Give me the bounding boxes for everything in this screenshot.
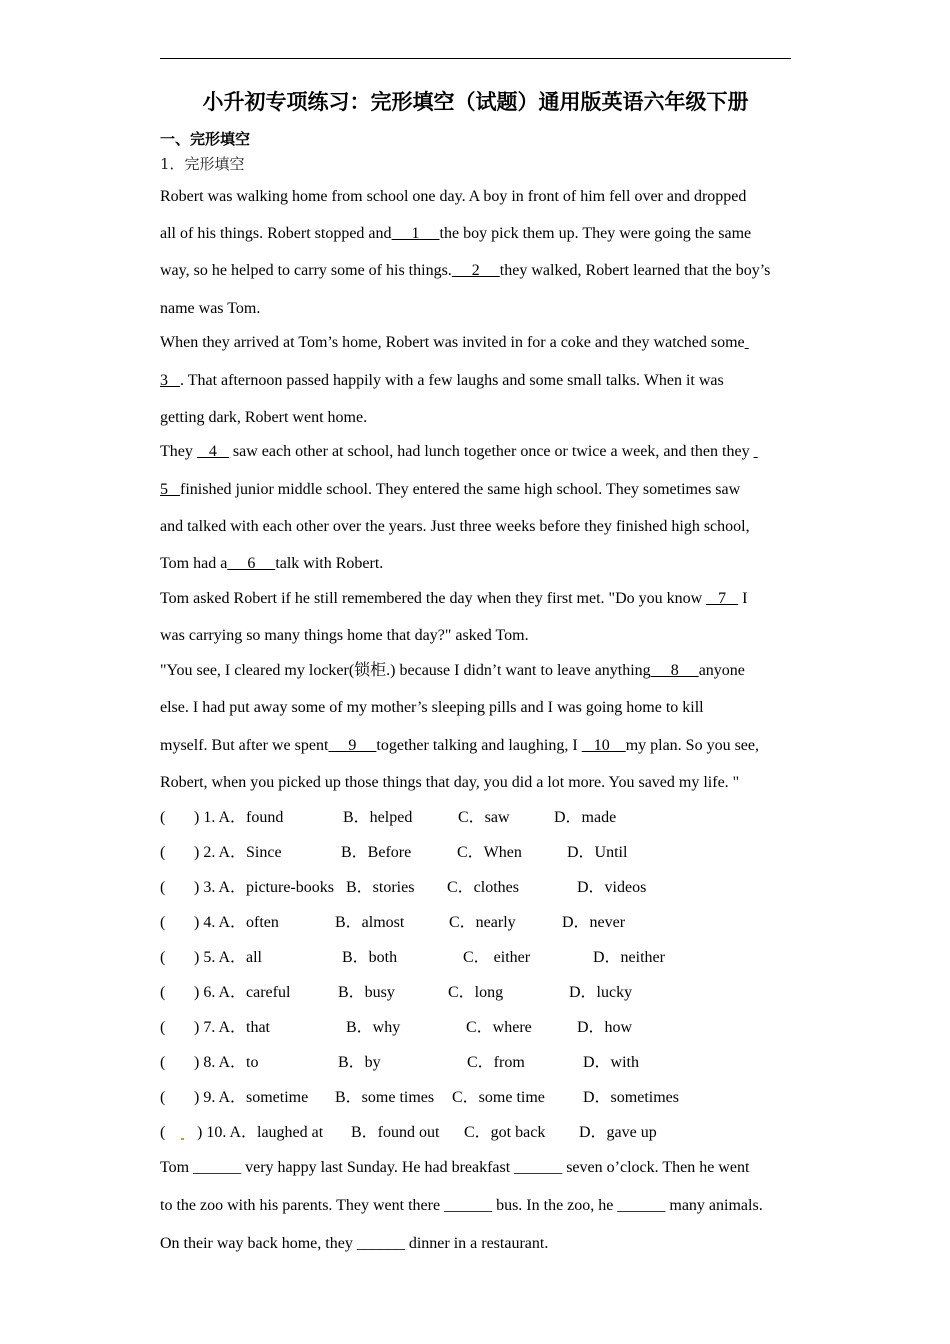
blank-5: 5 — [160, 481, 180, 498]
question-number: 1．完形填空 — [160, 155, 245, 173]
answer-paren[interactable]: ( — [160, 914, 166, 931]
header-rule — [160, 58, 791, 59]
option-b: B．stories — [346, 879, 415, 896]
option-d: D．sometimes — [583, 1089, 679, 1106]
option-a: ) 10. A．laughed at — [197, 1124, 324, 1141]
option-c: C．got back — [464, 1124, 546, 1141]
option-c: C．where — [466, 1019, 532, 1036]
answer-paren[interactable]: ( — [160, 1124, 166, 1141]
passage-line: was carrying so many things home that day?" asked Tom. — [160, 627, 529, 644]
passage-line: Robert was walking home from school one day. A boy in front of him fell over and dropped — [160, 188, 747, 205]
answer-paren[interactable]: ( — [160, 984, 166, 1001]
answer-paren[interactable]: ( — [160, 1089, 166, 1106]
passage-line: all of his things. Robert stopped and 1 the boy pick them up. They were going the same — [160, 225, 752, 242]
option-d: D．Until — [567, 844, 628, 861]
blank-2: 2 — [451, 262, 500, 279]
option-a: ) 8. A．to — [194, 1054, 259, 1071]
option-b: B．some times — [335, 1089, 435, 1106]
passage-line: When they arrived at Tom’s home, Robert was invited in for a coke and they watched some — [160, 333, 749, 353]
answer-paren[interactable]: ( — [160, 1019, 166, 1036]
passage-line: 5 finished junior middle school. They entered the same high school. They sometimes saw — [160, 481, 741, 498]
passage-line: They 4 saw each other at school, had lunch together once or twice a week, and then they — [160, 442, 758, 462]
option-d: D．how — [577, 1019, 633, 1036]
option-b: B．helped — [343, 809, 413, 826]
blank-9: 9 — [328, 737, 377, 754]
option-b: B．Before — [341, 844, 412, 861]
option-d: D．never — [562, 914, 626, 931]
option-c: C．When — [457, 844, 522, 861]
passage-line: Tom had a 6 talk with Robert. — [160, 555, 384, 572]
passage-line: getting dark, Robert went home. — [160, 409, 368, 426]
option-c: C．nearly — [449, 914, 516, 931]
blank-3-start — [745, 334, 749, 351]
passage-line: Robert, when you picked up those things that day, you did a lot more. You saved my life. " — [160, 774, 740, 791]
option-a: ) 3. A．picture-books — [194, 879, 334, 896]
option-c: C．long — [448, 984, 504, 1001]
option-a: ) 4. A．often — [194, 914, 279, 931]
option-d: D．neither — [593, 949, 665, 966]
passage-line: way, so he helped to carry some of his things. 2 they walked, Robert learned that the boy’s — [160, 262, 771, 279]
passage-line: 3 . That afternoon passed happily with a few laughs and some small talks. When it was — [160, 372, 724, 389]
passage-line: Tom asked Robert if he still remembered the day when they first met. "Do you know 7 I — [160, 590, 748, 607]
blank-7: 7 — [706, 590, 739, 607]
blank-1: 1 — [391, 225, 440, 242]
passage2-line: to the zoo with his parents. They went there ______ bus. In the zoo, he ______ many animals. — [160, 1197, 763, 1214]
option-b: B．busy — [338, 984, 395, 1001]
option-c: C．some time — [452, 1089, 545, 1106]
section-heading: 一、完形填空 — [160, 130, 251, 148]
option-b: B．found out — [351, 1124, 440, 1141]
blank-4: 4 — [196, 443, 229, 460]
option-d: D．with — [583, 1054, 640, 1071]
answer-paren[interactable]: ( — [160, 1054, 166, 1071]
option-a: ) 2. A．Since — [194, 844, 282, 861]
passage-line: else. I had put away some of my mother’s sleeping pills and I was going home to kill — [160, 699, 704, 716]
option-b: B．both — [342, 949, 398, 966]
answer-paren[interactable]: ( — [160, 879, 166, 896]
blank-8: 8 — [650, 662, 699, 679]
option-d: D．lucky — [569, 984, 633, 1001]
passage-line: myself. But after we spent 9 together talking and laughing, I 10 my plan. So you see, — [160, 737, 760, 754]
option-b: B．why — [346, 1019, 401, 1036]
option-b: B．almost — [335, 914, 405, 931]
option-a: ) 1. A．found — [194, 809, 284, 826]
blank-5-start — [754, 443, 758, 460]
passage-line: name was Tom. — [160, 300, 261, 317]
option-d: D．gave up — [579, 1124, 657, 1141]
option-a: ) 9. A．sometime — [194, 1089, 309, 1106]
option-a: ) 7. A．that — [194, 1019, 270, 1036]
answer-paren[interactable]: ( — [160, 949, 166, 966]
passage-line: "You see, I cleared my locker(锁柜.) because I didn’t want to leave anything 8 anyone — [160, 662, 745, 679]
blank-6: 6 — [227, 555, 276, 572]
mark-dot — [181, 1138, 184, 1140]
passage2-line: Tom ______ very happy last Sunday. He had breakfast ______ seven o’clock. Then he went — [160, 1159, 750, 1176]
option-d: D．videos — [577, 879, 647, 896]
blank-3: 3 — [160, 372, 180, 389]
option-b: B．by — [338, 1054, 381, 1071]
blank-10: 10 — [581, 737, 626, 754]
option-c: C．saw — [458, 809, 510, 826]
passage-line: and talked with each other over the years. Just three weeks before they finished high school, — [160, 518, 750, 535]
page-title: 小升初专项练习：完形填空（试题）通用版英语六年级下册 — [202, 90, 749, 114]
option-c: C．clothes — [447, 879, 519, 896]
answer-paren[interactable]: ( — [160, 809, 166, 826]
option-a: ) 6. A．careful — [194, 984, 291, 1001]
passage2-line: On their way back home, they ______ dinner in a restaurant. — [160, 1235, 549, 1252]
answer-paren[interactable]: ( — [160, 844, 166, 861]
option-c: C．from — [467, 1054, 525, 1071]
option-d: D．made — [554, 809, 617, 826]
option-a: ) 5. A．all — [194, 949, 262, 966]
option-c: C． either — [463, 949, 531, 966]
